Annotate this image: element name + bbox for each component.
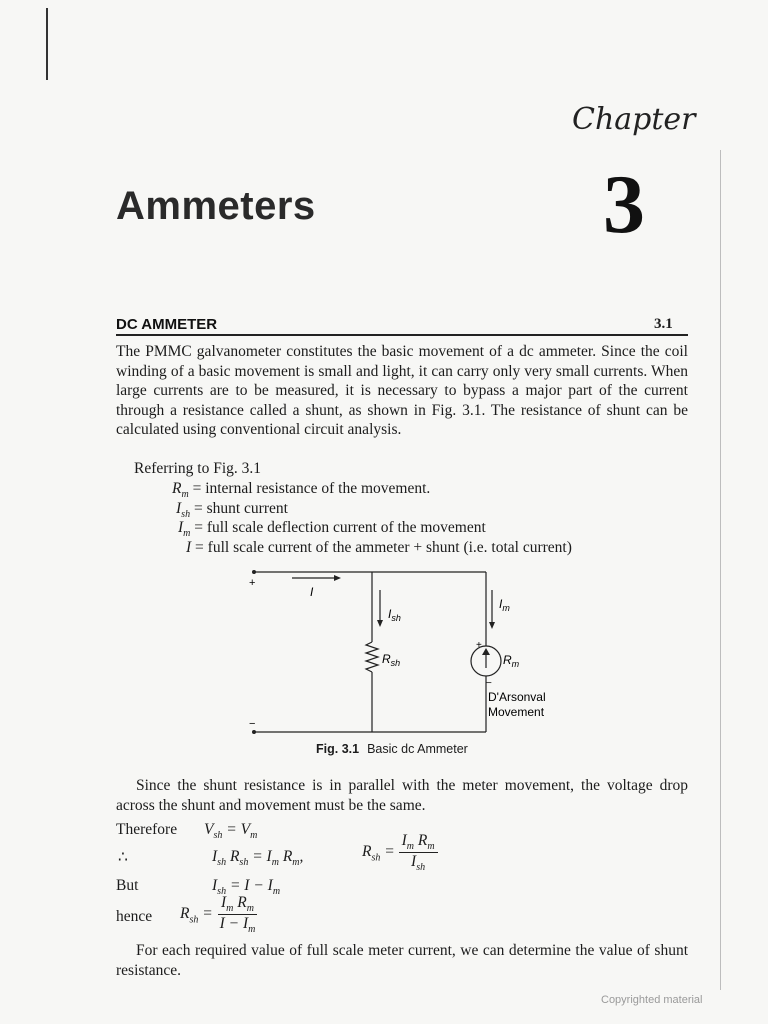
definition-text: = full scale current of the ammeter + shunt (i.e. total current) <box>195 539 572 556</box>
referring-line: Referring to Fig. 3.1 <box>134 460 261 477</box>
intro-paragraph: The PMMC galvanometer constitutes the basic movement of a dc ammeter. Since the coil winding of a basic movement is small and light, it can carry only very small currents. When large currents are to be measured, it is necessary to bypass a major part of the current through a resistance called a shunt, as shown in Fig. 3.1. The resistance of shunt can be calculated using conventional circuit analysis. <box>116 343 688 439</box>
definition-rm: $R_m$ = internal resistance of the movement. <box>172 480 431 501</box>
current-i-label: I <box>310 585 314 599</box>
minus-terminal-label: − <box>249 718 256 730</box>
definition-ish: $I_{sh}$ = shunt current <box>176 500 288 521</box>
definition-symbol: R <box>172 480 182 497</box>
right-margin-line <box>720 150 721 990</box>
copyright-watermark: Copyrighted material <box>601 994 703 1006</box>
current-im-label: $I_m$ <box>499 597 510 613</box>
equation-current-balance: $I_{sh}$ $R_{sh} = I_m$ $R_m$, <box>212 848 304 869</box>
section-heading: DC AMMETER <box>116 316 218 333</box>
chapter-number: 3 <box>603 158 645 251</box>
definition-im: $I_m$ = full scale deflection current of the movement <box>178 519 486 540</box>
equation-vsh: $V_{sh} = V_m$ <box>204 821 258 842</box>
paragraph-2: Since the shunt resistance is in parallel with the meter movement, the voltage drop across the shunt and movement must be the same. <box>116 777 688 814</box>
figure-caption-number: Fig. 3.1 <box>316 742 360 756</box>
movement-label-line2: Movement <box>488 705 545 719</box>
meter-rm-label: $R_m$ <box>503 653 520 669</box>
section-number: 3.1 <box>654 316 673 332</box>
chapter-label: Chapter <box>572 102 696 137</box>
current-ish-label: $I_{sh}$ <box>388 607 401 623</box>
plus-terminal-label: + <box>249 577 256 589</box>
therefore-symbol: ∴ <box>118 849 128 866</box>
definition-text: = full scale deflection current of the movement <box>194 519 486 536</box>
equation-rsh-2: $R_{sh}$ = $\frac{I_m R_m}{I - I_m}$ <box>180 894 256 936</box>
resistor-rsh-label: $R_{sh}$ <box>382 652 401 668</box>
hence-label: hence <box>116 908 153 925</box>
page-title: Ammeters <box>116 184 316 228</box>
definition-text: = internal resistance of the movement. <box>192 480 431 497</box>
definition-text: = shunt current <box>193 500 288 517</box>
definition-symbol: I <box>186 539 192 556</box>
definition-i <box>186 538 572 558</box>
definition-symbol: I <box>178 519 184 536</box>
but-label: But <box>116 877 139 894</box>
figure-caption-text: Basic dc Ammeter <box>367 742 468 756</box>
left-bottom-terminal <box>252 730 256 734</box>
section-rule <box>116 334 688 336</box>
left-top-terminal <box>252 570 256 574</box>
movement-label-line1: D'Arsonval <box>488 690 546 704</box>
closing-paragraph: For each required value of full scale meter current, we can determine the value of shunt resistance. <box>116 942 688 979</box>
figure-caption <box>316 742 468 756</box>
equation-rsh-1: $R_{sh}$ = $\frac{I_m R_m}{I_{sh}}$ <box>362 832 438 873</box>
meter-plus-label: + <box>476 640 482 651</box>
therefore-label: Therefore <box>116 821 178 838</box>
definition-symbol: I <box>176 500 182 517</box>
equation-ish: $I_{sh} = I - I_m$ <box>212 877 281 898</box>
meter-minus-label: − <box>486 678 492 689</box>
circuit-diagram <box>240 560 570 745</box>
left-margin-line <box>46 8 48 80</box>
